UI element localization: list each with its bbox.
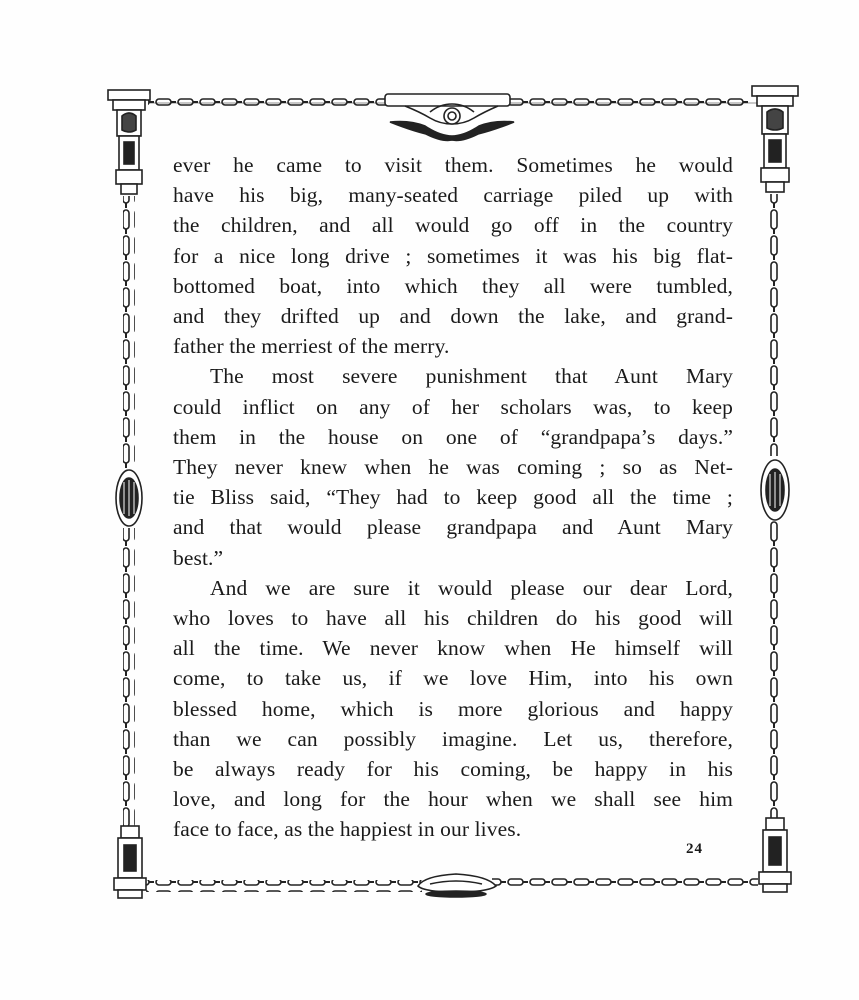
text-line: come, to take us, if we love Him, into his own bbox=[173, 666, 733, 691]
text-line: them in the house on one of “grandpapa’s days.” bbox=[173, 424, 733, 449]
text-line: be always ready for his coming, be happy in his bbox=[173, 757, 733, 782]
top-center-ornament bbox=[385, 94, 514, 140]
text-line: bottomed boat, into which they all were tumbled, bbox=[173, 273, 733, 298]
paragraph bbox=[173, 150, 733, 361]
right-bottom-post bbox=[759, 818, 791, 892]
text-line: The most severe punishment that Aunt Mary bbox=[210, 364, 733, 389]
right-medallion bbox=[761, 460, 789, 520]
text-line: and that would please grandpapa and Aunt Mary bbox=[173, 515, 733, 540]
text-line: They never knew when he was coming ; so as Net- bbox=[173, 455, 733, 480]
text-line: and they drifted up and down the lake, and grand- bbox=[173, 304, 733, 329]
bottom-center-ornament bbox=[418, 874, 496, 897]
paragraph bbox=[173, 361, 733, 572]
text-line: best.” bbox=[173, 545, 224, 570]
text-line: love, and long for the hour when we shall see him bbox=[173, 787, 733, 812]
right-top-post bbox=[752, 86, 798, 192]
text-line: than we can possibly imagine. Let us, therefore, bbox=[173, 726, 733, 751]
left-top-post bbox=[108, 90, 150, 194]
left-bottom-post bbox=[114, 826, 146, 898]
text-line: blessed home, which is more glorious and happy bbox=[173, 696, 733, 721]
text-line: tie Bliss said, “They had to keep good all the time ; bbox=[173, 485, 733, 510]
text-line: And we are sure it would please our dear Lord, bbox=[210, 575, 733, 600]
left-medallion bbox=[116, 470, 142, 526]
text-line: who loves to have all his children do his good will bbox=[173, 606, 733, 631]
text-line: for a nice long drive ; sometimes it was his big flat- bbox=[173, 243, 733, 268]
page-number: 24 bbox=[686, 841, 703, 857]
text-line: all the time. We never know when He himself will bbox=[173, 636, 733, 661]
text-line: could inflict on any of her scholars was, to keep bbox=[173, 394, 733, 419]
text-line: face to face, as the happiest in our lives. bbox=[173, 817, 522, 842]
text-line: father the merriest of the merry. bbox=[173, 334, 450, 359]
text-line: the children, and all would go off in the country bbox=[173, 213, 733, 238]
body-text bbox=[173, 150, 733, 845]
text-line: ever he came to visit them. Sometimes he would bbox=[173, 153, 733, 177]
paragraph bbox=[173, 573, 733, 845]
text-line: have his big, many-seated carriage piled up with bbox=[173, 183, 733, 208]
